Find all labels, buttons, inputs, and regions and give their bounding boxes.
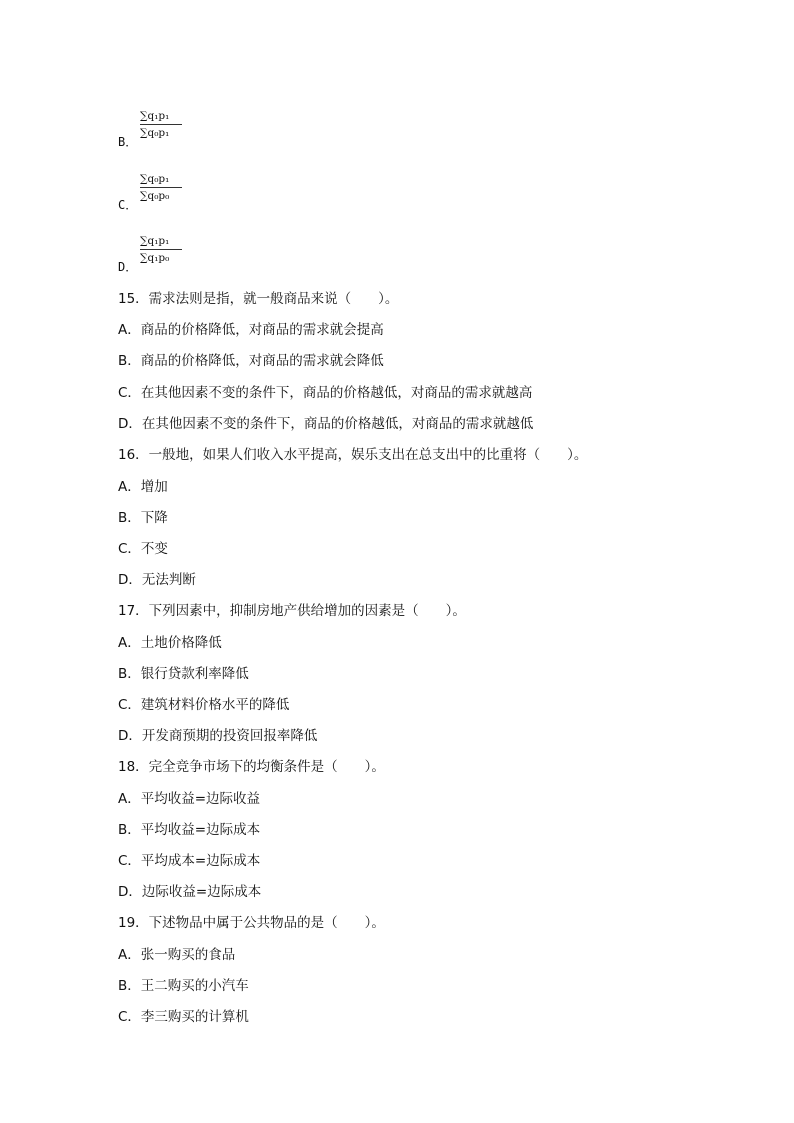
- fraction-denominator: ∑q₀p₁: [140, 127, 170, 139]
- fraction-formula: [140, 235, 182, 264]
- option-label: D．: [118, 260, 138, 274]
- q15-option-d: D．在其他因素不变的条件下，商品的价格越低，对商品的需求就越低: [118, 416, 534, 432]
- fraction-numerator: ∑q₁p₁: [140, 235, 182, 250]
- option-c-fraction: [118, 173, 318, 213]
- fraction-denominator: ∑q₀p₀: [140, 190, 170, 202]
- q19-option-b: B．王二购买的小汽车: [118, 978, 249, 994]
- fraction-formula: [140, 173, 182, 202]
- question-19: 19．下述物品中属于公共物品的是（ ）。: [118, 915, 385, 931]
- q17-option-b: B．银行贷款利率降低: [118, 666, 249, 682]
- option-d-fraction: [118, 235, 318, 275]
- q19-option-a: A．张一购买的食品: [118, 947, 236, 963]
- question-15: 15．需求法则是指，就一般商品来说（ ）。: [118, 291, 399, 307]
- q17-option-c: C．建筑材料价格水平的降低: [118, 697, 290, 713]
- option-label: B．: [118, 135, 138, 149]
- q18-option-a: A．平均收益=边际收益: [118, 791, 261, 807]
- question-17: 17．下列因素中，抑制房地产供给增加的因素是（ ）。: [118, 603, 466, 619]
- q15-option-b: B．商品的价格降低，对商品的需求就会降低: [118, 353, 384, 369]
- q15-option-c: C．在其他因素不变的条件下，商品的价格越低，对商品的需求就越高: [118, 385, 533, 401]
- q18-option-c: C．平均成本=边际成本: [118, 853, 261, 869]
- q16-option-b: B．下降: [118, 510, 168, 526]
- q16-option-c: C．不变: [118, 541, 168, 557]
- q16-option-a: A．增加: [118, 479, 168, 495]
- q18-option-d: D．边际收益=边际成本: [118, 884, 262, 900]
- q17-option-d: D．开发商预期的投资回报率降低: [118, 728, 318, 744]
- q16-option-d: D．无法判断: [118, 572, 196, 588]
- q17-option-a: A．土地价格降低: [118, 635, 222, 651]
- q18-option-b: B．平均收益=边际成本: [118, 822, 261, 838]
- fraction-numerator: ∑q₁p₁: [140, 110, 182, 125]
- fraction-numerator: ∑q₀p₁: [140, 173, 182, 188]
- fraction-formula: [140, 110, 182, 139]
- option-label: C．: [118, 198, 138, 212]
- q15-option-a: A．商品的价格降低，对商品的需求就会提高: [118, 322, 384, 338]
- q19-option-c: C．李三购买的计算机: [118, 1009, 249, 1025]
- fraction-denominator: ∑q₁p₀: [140, 252, 170, 264]
- question-18: 18．完全竞争市场下的均衡条件是（ ）。: [118, 759, 385, 775]
- question-16: 16．一般地，如果人们收入水平提高，娱乐支出在总支出中的比重将（ ）。: [118, 447, 588, 463]
- option-b-fraction: [118, 110, 318, 150]
